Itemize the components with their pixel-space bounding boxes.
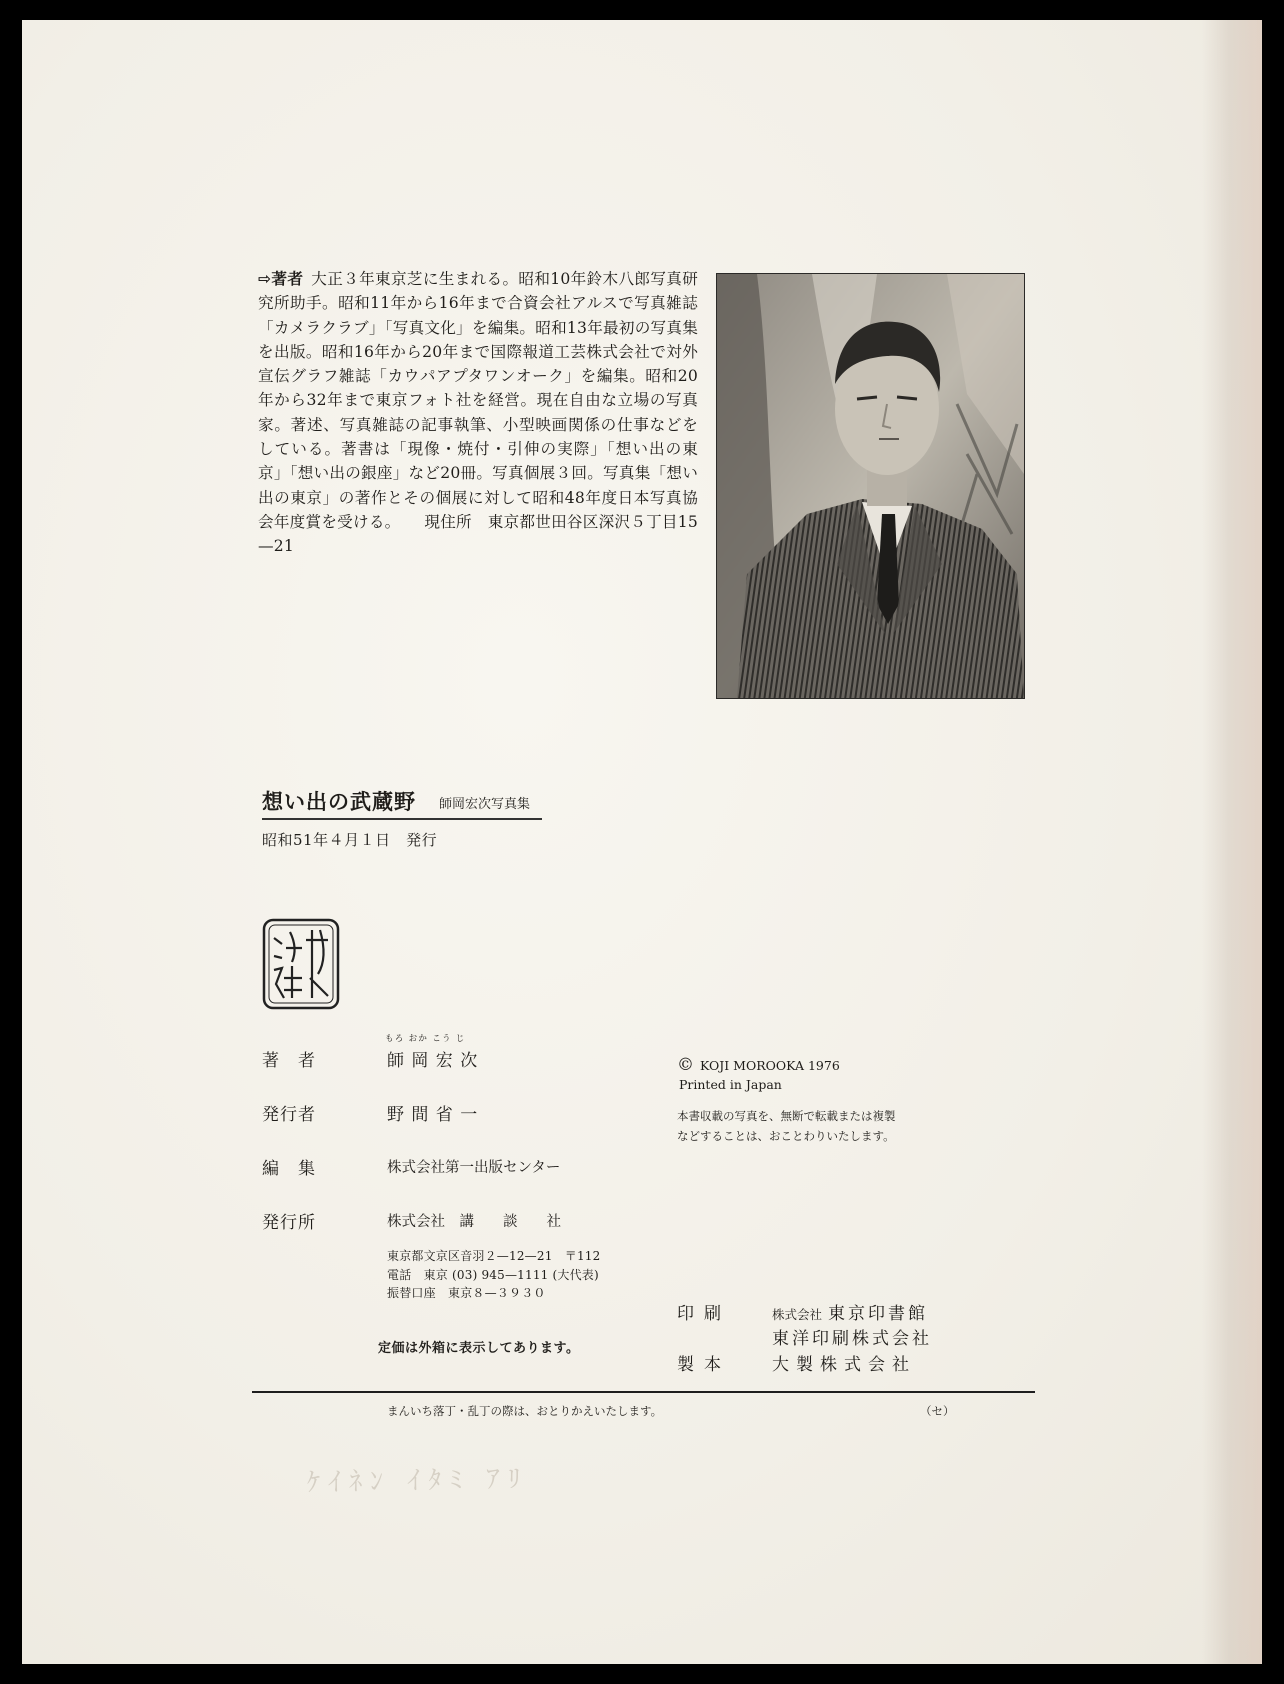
seal-icon (262, 918, 340, 1010)
pencil-note: ｹｲﾈﾝ ｲﾀﾐ ｱﾘ (306, 1464, 529, 1498)
publisher-seal-stamp (262, 918, 340, 1010)
address-line: 電話 東京 (03) 945—1111 (大代表) (387, 1267, 599, 1282)
publisher-person-label: 発行者 (262, 1105, 316, 1125)
address-line: 東京都文京区音羽２—12—21 〒112 (387, 1249, 601, 1263)
author-name: 師 岡 宏 次 (387, 1051, 479, 1071)
editor-name: 株式会社第一出版センター (387, 1160, 561, 1176)
notice-line: などすることは、おことわりいたします。 (677, 1128, 895, 1143)
reproduction-notice (677, 1107, 896, 1146)
address-line: 振替口座 東京８—３９３０ (387, 1286, 546, 1301)
copyright-block (677, 1056, 840, 1094)
book-subtitle: 師岡宏次写真集 (439, 797, 531, 812)
printer-name (772, 1299, 928, 1324)
publisher-person: 野 間 省 一 (387, 1105, 479, 1125)
page-number: （セ） (920, 1404, 955, 1418)
bio-lead-label: ⇨著者 (258, 270, 304, 288)
portrait-image (717, 274, 1024, 698)
author-biography (258, 267, 698, 559)
printer-name-2: 東洋印刷株式会社 (772, 1329, 932, 1349)
colophon-page (22, 20, 1262, 1664)
price-note: 定価は外箱に表示してあります。 (378, 1341, 580, 1356)
author-label: 著 者 (262, 1051, 316, 1071)
book-title: 想い出の武蔵野 (262, 790, 416, 814)
copyright-line: KOJI MOROOKA 1976 (700, 1058, 840, 1073)
publisher-name: 株式会社 講 談 社 (387, 1214, 561, 1230)
editor-label: 編 集 (262, 1159, 316, 1179)
printer-company: 東京印書館 (828, 1304, 929, 1324)
publication-date: 昭和51年４月１日 発行 (262, 831, 438, 849)
author-portrait-photo (716, 273, 1025, 699)
title-underline (262, 818, 542, 820)
binder-name: 大製株式会社 (772, 1355, 916, 1375)
footer-rule (252, 1391, 1035, 1393)
bio-text: 大正３年東京芝に生まれる。昭和10年鈴木八郎写真研究所助手。昭和11年から16年まで合資会社アルスで写真雑誌「カメラクラブ」「写真文化」を編集。昭和13年最初の写真集を出版。昭和16年から20年まで国際報道工芸株式会社で対外宣伝グラフ雑誌「カウパアプタワンオーク」を編集。昭和20年から32年まで東京フォト社を経営。現在自由な立場の写真家。著述、写真雑誌の記事執筆、小型映画関係の仕事などをしている。著書は「現像・焼付・引伸の実際」「想い出の東京」「想い出の銀座」など20冊。写真個展３回。写真集「想い出の東京」の著作とその個展に対して昭和48年度日本写真協会年度賞を受ける。 現住所 東京都世田谷区深沢５丁目15—21 (258, 270, 699, 556)
publisher-address (387, 1247, 600, 1303)
author-name-ruby: もろ おか こう じ (385, 1034, 466, 1044)
printer-prefix: 株式会社 (772, 1307, 823, 1322)
notice-line: 本書収載の写真を、無断で転載または複製 (677, 1109, 896, 1123)
binding-label: 製本 (677, 1355, 731, 1375)
replacement-notice: まんいち落丁・乱丁の際は、おとりかえいたします。 (387, 1404, 663, 1418)
print-label: 印刷 (677, 1304, 731, 1324)
copyright-icon: © (677, 1055, 694, 1075)
publisher-label: 発行所 (262, 1213, 316, 1233)
printed-in-line: Printed in Japan (679, 1076, 782, 1092)
page-gutter-shadow (1202, 20, 1262, 1664)
